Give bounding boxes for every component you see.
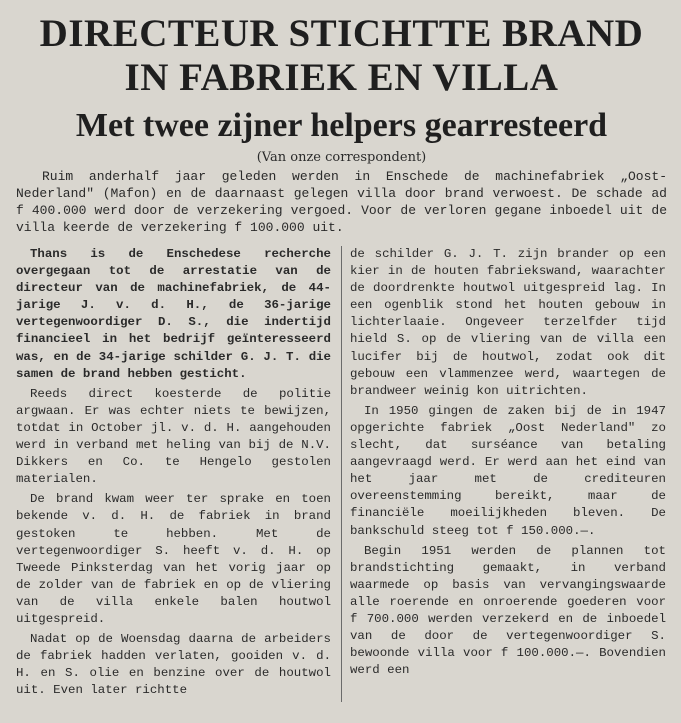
body-paragraph: De brand kwam weer ter sprake en toen bekende v. d. H. de fabriek in brand gestoken te hebben. Met de vertegenwoordiger S. heeft v. d. H. op Tweede Pinksterdag van het vorig jaar op de zolder van de fabriek en op de vliering van de villa enkele balen houtwol uitgespreid. — [16, 492, 331, 626]
body-paragraph: Nadat op de Woensdag daarna de arbeiders de fabriek hadden verlaten, gooiden v. d. H. en S. olie en benzine over de houtwol uit. Even later richtte — [16, 632, 331, 698]
left-column — [16, 246, 341, 702]
right-column — [341, 246, 666, 702]
lead-paragraph: Ruim anderhalf jaar geleden werden in Enschede de machinefabriek „Oost-Nederland" (Mafon) en de daarnaast gelegen villa door brand verwoest. De schade ad f 400.000 werd door de verzekering vergoed. Voor de verloren gegane inboedel uit de villa keerde de verzekering f 100.000 uit. — [16, 169, 667, 235]
body-paragraph: In 1950 gingen de zaken bij de in 1947 opgerichte fabriek „Oost Nederland" zo slecht, dat surséance van betaling aangevraagd werd. Er werd aan het eind van het jaar met de crediteuren overeenstemming bereikt, maar de financiële moeilijkheden bleven. De bankschuld steeg tot f 150.000.—. — [350, 403, 666, 538]
article-columns — [16, 246, 667, 702]
headline: DIRECTEUR STICHTTE BRAND IN FABRIEK EN VILLA — [39, 12, 644, 99]
body-paragraph: de schilder G. J. T. zijn brander op een kier in de houten fabriekswand, waarachter de doordrenkte houtwol uitgespreid lag. In een ogenblik stond het houten gebouw in lichterlaaie. Ongeveer terzelfder tijd hield S. op de vliering van de villa een lucifer bij de houtwol, zodat ook dit gebouw een vlammenzee werd, waartegen de brandweer weinig kon uitrichten. — [350, 247, 666, 398]
body-paragraph: Reeds direct koesterde de politie argwaan. Er was echter niets te bewijzen, totdat in October jl. v. d. H. aangehouden werd in verband met heling van bij de N.V. Dikkers en Co. te Hengelo gestolen materialen. — [16, 386, 331, 487]
body-paragraph: Begin 1951 werden de plannen tot brandstichting gemaakt, in verband waarmede op basis van vervangingswaarde alle roerende en onroerende goederen voor f 700.000 werden verzekerd en de inboedel van de door de vertegenwoordiger S. bewoonde villa voor f 100.000.—. Bovendien werd een — [350, 543, 666, 678]
byline: (Van onze correspondent) — [256, 150, 427, 165]
subheadline: Met twee zijner helpers gearresteerd — [75, 107, 608, 144]
intro-paragraph: Thans is de Enschedese recherche overgegaan tot de arrestatie van de directeur van de machinefabriek, de 44-jarige J. v. d. H., de 36-jarige vertegenwoordiger D. S., die indertijd financieel in het bedrijf geïnteresseerd was, en de 34-jarige schilder G. J. T. die samen de brand hebben gesticht. — [16, 247, 331, 381]
